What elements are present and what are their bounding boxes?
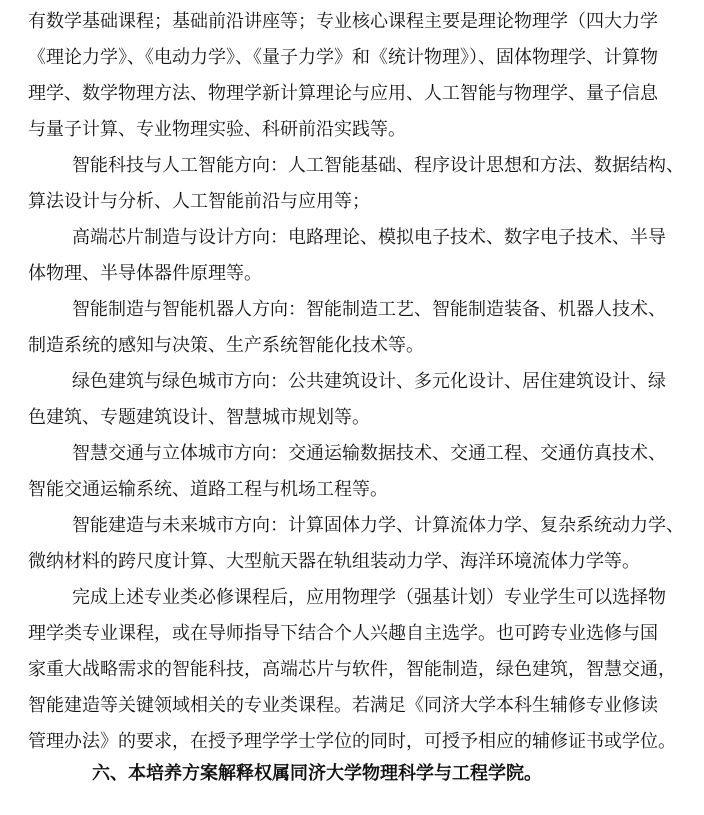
text-line: 理学、数学物理方法、物理学新计算理论与应用、人工智能与物理学、量子信息 xyxy=(28,83,658,104)
text-line: 有数学基础课程；基础前沿讲座等；专业核心课程主要是理论物理学（四大力学 xyxy=(28,11,658,32)
paragraph-manufacturing-direction xyxy=(0,292,704,364)
text-line: 微纳材料的跨尺度计算、大型航天器在轨组装动力学、海洋环境流体力学等。 xyxy=(28,551,640,572)
text-line: 智能制造与智能机器人方向：智能制造工艺、智能制造装备、机器人技术、 xyxy=(72,299,666,320)
text-line: 色建筑、专题建筑设计、智慧城市规划等。 xyxy=(28,407,370,428)
text-line: 智慧交通与立体城市方向：交通运输数据技术、交通工程、交通仿真技术、 xyxy=(72,443,666,464)
paragraph-ai-direction xyxy=(0,148,704,220)
paragraph-construction-direction xyxy=(0,508,704,580)
text-line: 完成上述专业类必修课程后，应用物理学（强基计划）专业学生可以选择物 xyxy=(72,587,666,608)
text-line: 理学类专业课程，或在导师指导下结合个人兴趣自主选学。也可跨专业选修与国 xyxy=(28,623,658,644)
paragraph-elective-rules xyxy=(0,580,704,760)
text-line: 智能建造等关键领域相关的专业类课程。若满足《同济大学本科生辅修专业修读 xyxy=(28,695,658,716)
text-line: 智能建造与未来城市方向：计算固体力学、计算流体力学、复杂系统动力学、 xyxy=(72,515,684,536)
text-line: 算法设计与分析、人工智能前沿与应用等； xyxy=(28,191,370,212)
paragraph-core-courses xyxy=(0,4,704,148)
paragraph-green-building-direction xyxy=(0,364,704,436)
text-line: 体物理、半导体器件原理等。 xyxy=(28,263,262,284)
text-line: 绿色建筑与绿色城市方向：公共建筑设计、多元化设计、居住建筑设计、绿 xyxy=(72,371,666,392)
text-line: 《理论力学》、《电动力学》、《量子力学》和《统计物理》）、固体物理学、计算物 xyxy=(28,47,658,68)
text-line: 家重大战略需求的智能科技，高端芯片与软件，智能制造，绿色建筑，智慧交通， xyxy=(28,659,676,680)
text-line: 与量子计算、专业物理实验、科研前沿实践等。 xyxy=(28,119,406,140)
text-line: 智能交通运输系统、道路工程与机场工程等。 xyxy=(28,479,388,500)
paragraph-chip-direction xyxy=(0,220,704,292)
text-line: 智能科技与人工智能方向：人工智能基础、程序设计思想和方法、数据结构、 xyxy=(72,155,684,176)
text-line: 管理办法》的要求，在授予理学学士学位的同时，可授予相应的辅修证书或学位。 xyxy=(28,731,676,752)
text-line: 高端芯片制造与设计方向：电路理论、模拟电子技术、数字电子技术、半导 xyxy=(72,227,666,248)
paragraph-transport-direction xyxy=(0,436,704,508)
text-line: 制造系统的感知与决策、生产系统智能化技术等。 xyxy=(28,335,424,356)
section-heading: 六、本培养方案解释权属同济大学物理科学与工程学院。 xyxy=(92,763,542,784)
